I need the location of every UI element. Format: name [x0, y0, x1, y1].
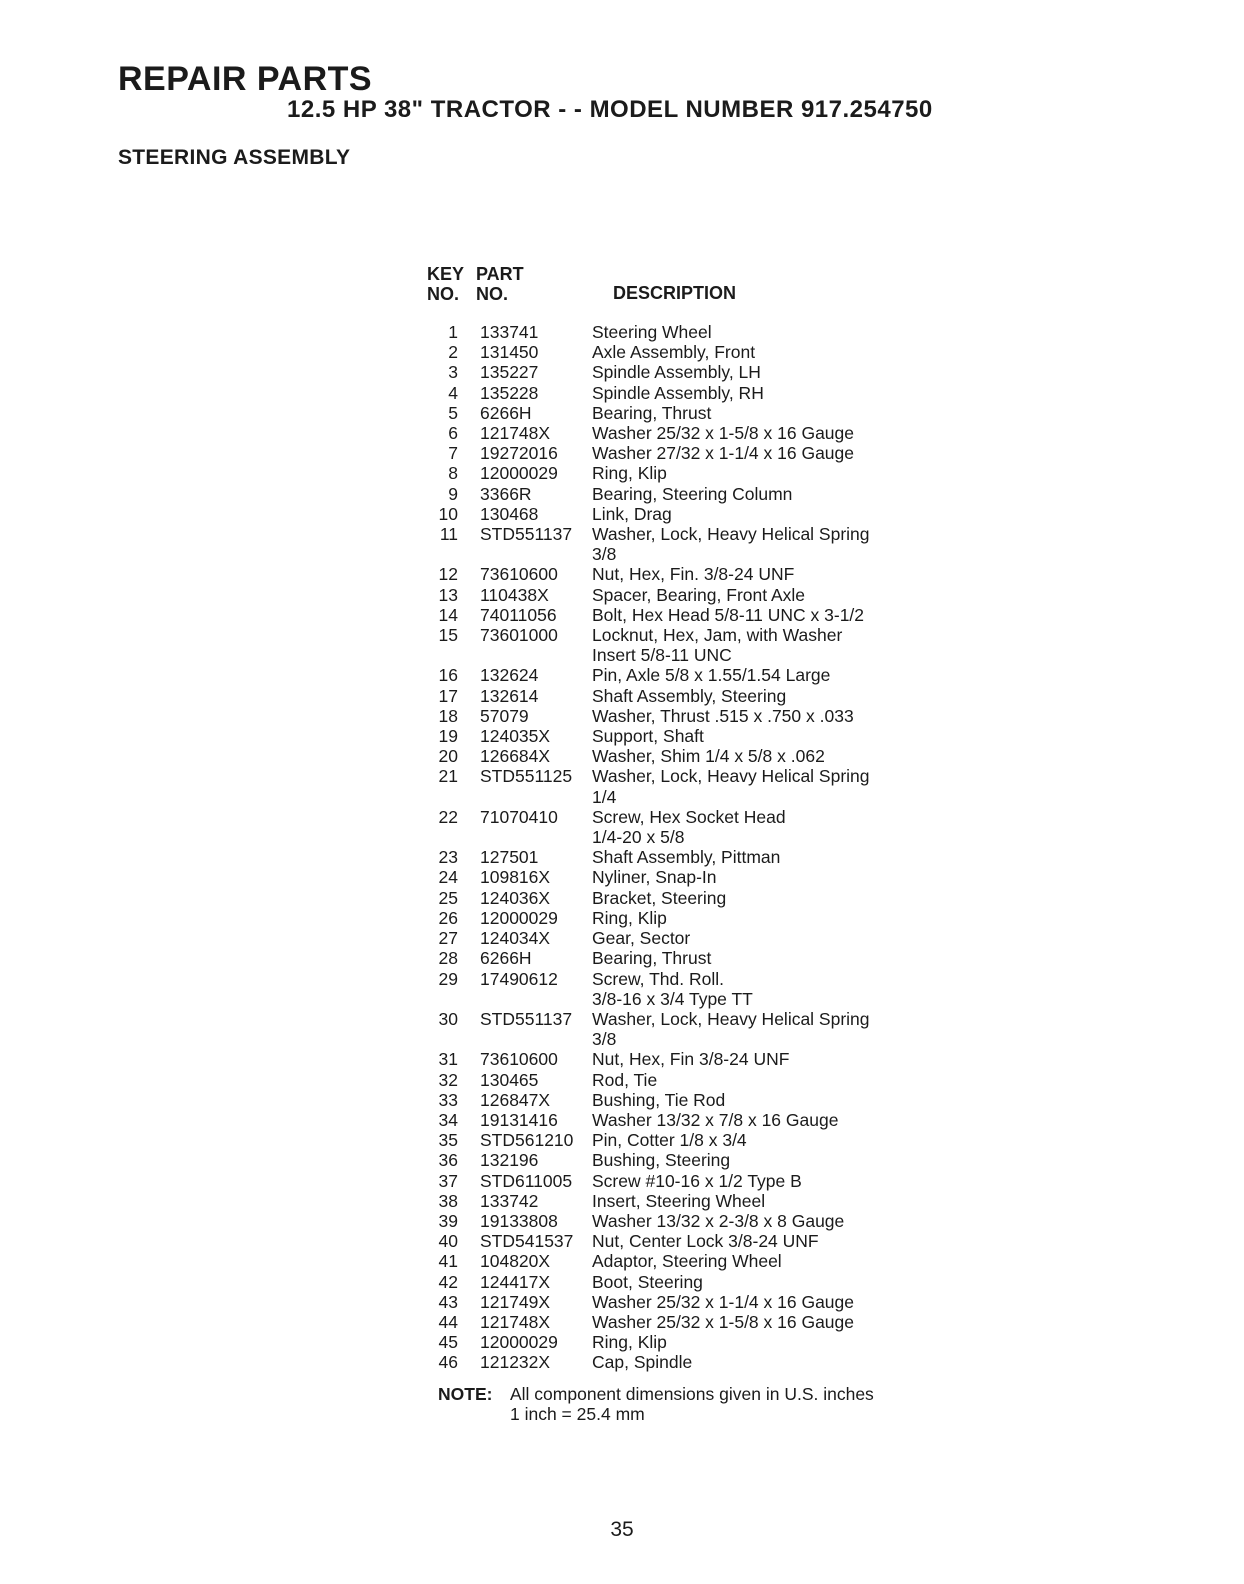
key-header-line2: NO. — [427, 284, 460, 304]
part-number: STD551137 — [480, 1008, 573, 1029]
part-number: 135228 — [480, 382, 539, 403]
part-number: 132196 — [480, 1150, 539, 1171]
key-number: 19 — [438, 726, 458, 747]
part-description: Washer, Lock, Heavy Helical Spring 3/8 — [592, 524, 870, 565]
page-number: 35 — [610, 1518, 634, 1541]
parts-row — [424, 969, 984, 1009]
parts-row — [424, 686, 984, 706]
part-number: 132624 — [480, 665, 539, 686]
part-description: Screw, Thd. Roll. 3/8-16 x 3/4 Type TT — [592, 968, 753, 1009]
key-number: 42 — [438, 1271, 458, 1292]
parts-row — [424, 766, 984, 806]
key-number: 12 — [438, 564, 458, 585]
key-number: 4 — [448, 382, 458, 403]
parts-row — [424, 524, 984, 564]
part-description: Nut, Hex, Fin 3/8-24 UNF — [592, 1049, 790, 1070]
parts-row — [424, 443, 984, 463]
parts-row — [424, 665, 984, 685]
part-number: 126684X — [480, 746, 551, 767]
part-number: 135227 — [480, 362, 539, 383]
parts-row — [424, 746, 984, 766]
model-subtitle: 12.5 HP 38" TRACTOR - - MODEL NUMBER 917.254750 — [287, 96, 933, 123]
parts-row — [424, 1171, 984, 1191]
key-number: 14 — [438, 604, 458, 625]
part-description: Boot, Steering — [592, 1271, 703, 1292]
part-description: Spindle Assembly, LH — [592, 362, 761, 383]
part-number: 73601000 — [480, 625, 558, 646]
parts-row — [424, 1150, 984, 1170]
part-description: Nyliner, Snap-In — [592, 867, 717, 888]
part-description: Washer, Shim 1/4 x 5/8 x .062 — [592, 746, 825, 767]
part-description: Ring, Klip — [592, 463, 667, 484]
key-number: 8 — [448, 463, 458, 484]
parts-row — [424, 847, 984, 867]
key-header-line1: KEY — [427, 264, 465, 284]
part-description: Washer, Lock, Heavy Helical Spring 3/8 — [592, 1008, 870, 1050]
key-number: 26 — [438, 907, 458, 928]
parts-row — [424, 1130, 984, 1150]
part-description: Axle Assembly, Front — [592, 342, 756, 363]
part-description: Rod, Tie — [592, 1069, 658, 1090]
parts-row — [424, 605, 984, 625]
parts-row — [424, 1272, 984, 1292]
parts-row — [424, 342, 984, 362]
key-number: 22 — [438, 806, 458, 827]
part-description: Ring, Klip — [592, 1332, 667, 1353]
parts-row — [424, 504, 984, 524]
part-number: 73610600 — [480, 564, 558, 585]
part-description: Bearing, Thrust — [592, 402, 712, 423]
part-number: 130465 — [480, 1069, 539, 1090]
part-description: Bolt, Hex Head 5/8-11 UNC x 3-1/2 — [592, 604, 865, 625]
key-number: 15 — [438, 625, 458, 646]
part-number: 121748X — [480, 1311, 551, 1332]
key-number: 25 — [438, 887, 458, 908]
parts-row — [424, 726, 984, 746]
parts-row — [424, 948, 984, 968]
part-description: Washer, Thrust .515 x .750 x .033 — [592, 705, 854, 726]
part-number: STD551137 — [480, 524, 573, 545]
parts-row — [424, 383, 984, 403]
part-description: Bracket, Steering — [592, 887, 727, 908]
part-number: STD611005 — [480, 1170, 573, 1191]
part-description: Bushing, Tie Rod — [592, 1089, 726, 1110]
parts-row — [424, 463, 984, 483]
part-number: 104820X — [480, 1251, 551, 1272]
part-description: Washer 25/32 x 1-1/4 x 16 Gauge — [592, 1291, 855, 1312]
part-number: 109816X — [480, 867, 551, 888]
part-number: 124034X — [480, 928, 551, 949]
part-description: Pin, Axle 5/8 x 1.55/1.54 Large — [592, 665, 831, 686]
key-number: 20 — [438, 746, 458, 767]
key-number: 11 — [439, 524, 458, 545]
part-number: 17490612 — [480, 968, 558, 989]
part-description: Steering Wheel — [592, 322, 712, 342]
part-description: Ring, Klip — [592, 907, 667, 928]
part-number: 126847X — [480, 1089, 551, 1110]
part-description: Shaft Assembly, Pittman — [592, 847, 781, 868]
parts-row — [424, 362, 984, 382]
key-number: 3 — [448, 362, 458, 383]
part-number: 124036X — [480, 887, 551, 908]
part-description: Nut, Hex, Fin. 3/8-24 UNF — [592, 564, 795, 585]
key-number: 40 — [438, 1231, 458, 1252]
parts-row — [424, 888, 984, 908]
parts-row — [424, 867, 984, 887]
key-number: 45 — [438, 1332, 458, 1353]
key-number: 39 — [438, 1210, 458, 1231]
part-description: Nut, Center Lock 3/8-24 UNF — [592, 1231, 819, 1252]
section-title: STEERING ASSEMBLY — [118, 146, 351, 169]
note-text: All component dimensions given in U.S. inches 1 inch = 25.4 mm — [510, 1384, 874, 1425]
part-description: Washer 13/32 x 7/8 x 16 Gauge — [592, 1109, 839, 1130]
key-number: 6 — [448, 423, 458, 444]
key-number: 43 — [438, 1291, 458, 1312]
part-number: 127501 — [480, 847, 539, 868]
part-number: 3366R — [480, 483, 532, 504]
key-number: 2 — [448, 342, 458, 363]
key-number: 30 — [438, 1008, 458, 1029]
part-description: Washer 25/32 x 1-5/8 x 16 Gauge — [592, 423, 855, 444]
note-label: NOTE: — [438, 1384, 493, 1404]
parts-row — [424, 1110, 984, 1130]
description-header: DESCRIPTION — [613, 283, 737, 303]
parts-row — [424, 1211, 984, 1231]
part-description: Cap, Spindle — [592, 1352, 693, 1373]
part-number: 121232X — [480, 1352, 551, 1373]
key-number: 38 — [438, 1190, 458, 1211]
part-number: 124035X — [480, 726, 551, 747]
parts-row — [424, 1191, 984, 1211]
key-number: 1 — [448, 322, 458, 342]
part-number: 121749X — [480, 1291, 551, 1312]
part-number: 6266H — [480, 402, 532, 423]
part-number: 71070410 — [480, 806, 558, 827]
part-number: 131450 — [480, 342, 539, 363]
key-number: 21 — [438, 766, 458, 787]
part-description: Insert, Steering Wheel — [592, 1190, 766, 1211]
parts-row — [424, 1009, 984, 1049]
part-description: Shaft Assembly, Steering — [592, 685, 787, 706]
part-description: Bearing, Thrust — [592, 948, 712, 969]
part-description: Locknut, Hex, Jam, with Washer Insert 5/8-11 UNC — [592, 625, 843, 666]
part-number: 19131416 — [480, 1109, 558, 1130]
part-number: 132614 — [480, 685, 539, 706]
part-description: Bushing, Steering — [592, 1150, 731, 1171]
parts-row — [424, 1070, 984, 1090]
key-number: 5 — [448, 402, 458, 423]
part-number: 12000029 — [480, 1332, 558, 1353]
key-number: 7 — [448, 443, 458, 464]
key-number: 16 — [438, 665, 458, 686]
part-description: Adaptor, Steering Wheel — [592, 1251, 782, 1272]
parts-row — [424, 322, 984, 342]
key-number: 44 — [438, 1311, 458, 1332]
key-number: 33 — [438, 1089, 458, 1110]
parts-row — [424, 1251, 984, 1271]
key-number: 35 — [438, 1130, 458, 1151]
key-number: 10 — [438, 503, 458, 524]
key-number: 9 — [448, 483, 458, 504]
key-number: 18 — [438, 705, 458, 726]
parts-row — [424, 423, 984, 443]
part-description: Spacer, Bearing, Front Axle — [592, 584, 806, 605]
part-number: 19272016 — [480, 443, 558, 464]
key-number: 36 — [438, 1150, 458, 1171]
key-number: 29 — [438, 968, 458, 989]
key-number: 28 — [438, 948, 458, 969]
parts-row — [424, 1292, 984, 1312]
parts-row — [424, 403, 984, 423]
part-description: Gear, Sector — [592, 928, 691, 949]
part-description: Spindle Assembly, RH — [592, 382, 764, 403]
parts-row — [424, 1231, 984, 1251]
key-number: 23 — [438, 847, 458, 868]
part-number: STD551125 — [480, 766, 573, 787]
part-number: STD561210 — [480, 1130, 574, 1151]
parts-row — [424, 564, 984, 584]
key-number: 17 — [438, 685, 458, 706]
key-number: 34 — [438, 1109, 458, 1130]
part-number: 130468 — [480, 503, 539, 524]
part-number: 110438X — [480, 584, 549, 605]
parts-row — [424, 1049, 984, 1069]
parts-row — [424, 807, 984, 847]
part-number: STD541537 — [480, 1231, 574, 1252]
part-description: Bearing, Steering Column — [592, 483, 793, 504]
part-number: 57079 — [480, 705, 529, 726]
parts-row — [424, 1332, 984, 1352]
parts-row — [424, 484, 984, 504]
part-description: Washer 27/32 x 1-1/4 x 16 Gauge — [592, 443, 855, 464]
part-description: Screw #10-16 x 1/2 Type B — [592, 1170, 802, 1191]
part-description: Washer 25/32 x 1-5/8 x 16 Gauge — [592, 1311, 855, 1332]
part-number: 6266H — [480, 948, 532, 969]
parts-row — [424, 625, 984, 665]
part-description: Washer, Lock, Heavy Helical Spring 1/4 — [592, 766, 870, 807]
key-number: 32 — [438, 1069, 458, 1090]
key-number: 41 — [438, 1251, 458, 1272]
parts-row — [424, 1312, 984, 1332]
part-no-header — [476, 264, 524, 304]
key-number: 24 — [438, 867, 458, 888]
parts-row — [424, 585, 984, 605]
part-number: 12000029 — [480, 463, 558, 484]
part-number: 12000029 — [480, 907, 558, 928]
note — [438, 1384, 874, 1424]
part-description: Screw, Hex Socket Head 1/4-20 x 5/8 — [592, 806, 786, 848]
part-number: 133741 — [480, 322, 539, 342]
part-number: 19133808 — [480, 1210, 558, 1231]
part-description: Support, Shaft — [592, 726, 704, 747]
parts-row — [424, 706, 984, 726]
part-number: 74011056 — [480, 604, 557, 625]
parts-list — [424, 322, 984, 1373]
part-number: 133742 — [480, 1190, 539, 1211]
part-description: Link, Drag — [592, 503, 672, 524]
parts-row — [424, 908, 984, 928]
key-number: 46 — [438, 1352, 458, 1373]
parts-row — [424, 928, 984, 948]
part-number: 121748X — [480, 423, 551, 444]
part-header-line1: PART — [476, 264, 524, 284]
part-description: Pin, Cotter 1/8 x 3/4 — [592, 1130, 747, 1151]
part-header-line2: NO. — [476, 284, 509, 304]
part-number: 73610600 — [480, 1049, 558, 1070]
parts-row — [424, 1090, 984, 1110]
page-title: REPAIR PARTS — [118, 60, 373, 98]
key-no-header — [427, 264, 464, 304]
key-number: 31 — [438, 1049, 458, 1070]
parts-row — [424, 1352, 984, 1372]
part-number: 124417X — [480, 1271, 551, 1292]
key-number: 37 — [438, 1170, 458, 1191]
part-description: Washer 13/32 x 2-3/8 x 8 Gauge — [592, 1210, 845, 1231]
key-number: 27 — [438, 928, 458, 949]
key-number: 13 — [438, 584, 458, 605]
